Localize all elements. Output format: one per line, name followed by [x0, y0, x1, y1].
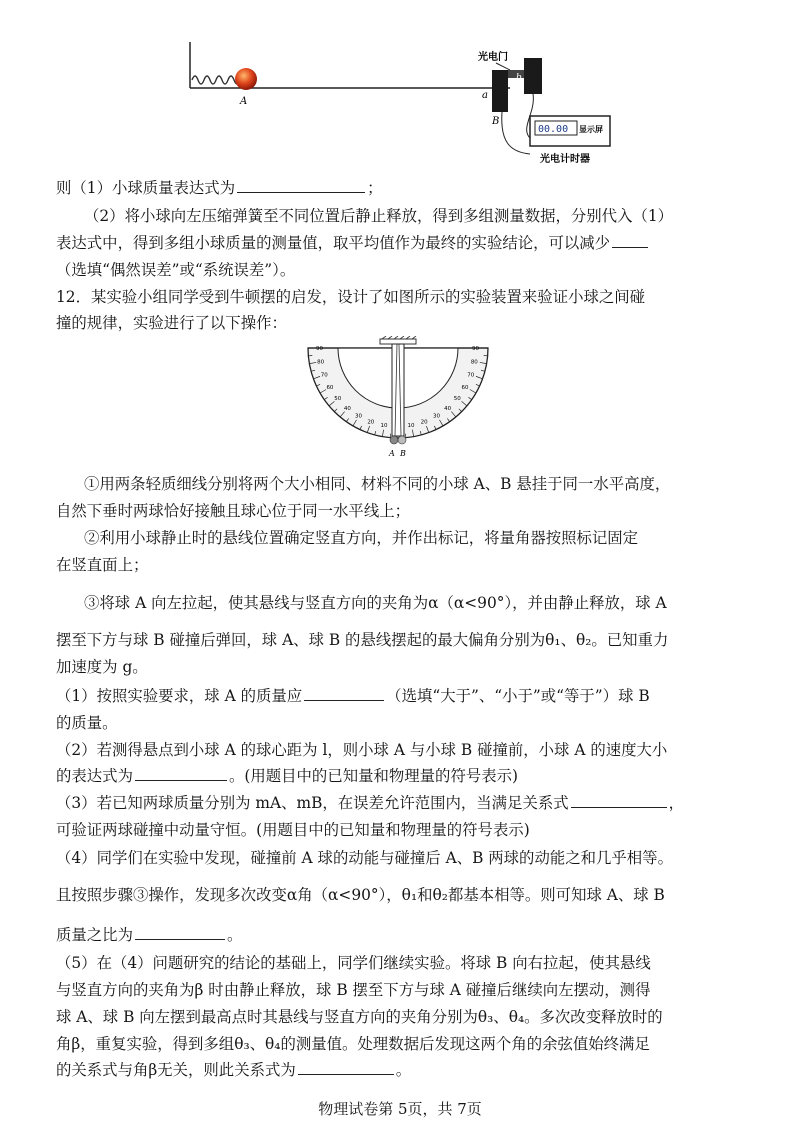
protractor-label: 40 — [444, 405, 452, 412]
ball-a — [235, 68, 257, 90]
step3-line-2: 摆至下方与球 B 碰撞后弹回，球 A、球 B 的悬线摆起的最大偏角分别为θ₁、θ₂。已知重力 — [56, 631, 669, 649]
protractor-label: 70 — [320, 372, 328, 379]
protractor-label: 20 — [367, 419, 375, 426]
protractor-label: 50 — [334, 396, 342, 403]
label-ball-a: A — [389, 449, 395, 458]
protractor-label: 60 — [461, 385, 469, 391]
step2-line-1: ②利用小球静止时的悬线位置确定竖直方向，并作出标记，将量角器按照标记固定 — [84, 529, 639, 547]
display-digits: 00.00 — [538, 124, 569, 135]
answer-blank[interactable] — [612, 233, 648, 248]
answer-blank[interactable] — [237, 178, 365, 193]
q12-line-2: 撞的规律，实验进行了以下操作： — [56, 314, 287, 332]
step1-line-2: 自然下垂时两球恰好接触且球心位于同一水平线上； — [56, 502, 410, 520]
figure-protractor-pendulum — [298, 336, 498, 461]
spring — [192, 76, 240, 84]
protractor-label: 30 — [433, 413, 440, 420]
step3-line-3: 加速度为 g。 — [56, 658, 148, 676]
q11-line-4: （选填“偶然误差”或“系统误差”）。 — [56, 261, 296, 279]
protractor-label: 90 — [472, 346, 479, 352]
step3-line-1: ③将球 A 向左拉起，使其悬线与竖直方向的夹角为α（α<90°），并由静止释放，球 A — [84, 594, 667, 612]
protractor-label: 40 — [343, 405, 351, 412]
ball-a — [390, 436, 398, 444]
protractor-label: 30 — [355, 413, 362, 420]
protractor-label: 90 — [316, 346, 323, 352]
label-b-small: b — [516, 73, 522, 83]
protractor-label: 20 — [420, 419, 428, 426]
q11-line-1: 则（1）小球质量表达式为 ； — [56, 179, 383, 197]
answer-blank[interactable] — [135, 766, 227, 781]
label-screen: 显示屏 — [579, 125, 603, 134]
label-timer: 光电计时器 — [540, 154, 590, 165]
answer-blank[interactable] — [298, 1060, 394, 1075]
label-a: a — [482, 90, 488, 101]
q11-line-3: 表达式中，得到多组小球质量的测量值，取平均值作为最终的实验结论，可以减少 — [56, 233, 650, 253]
sub4-line-1: （4）同学们在实验中发现，碰撞前 A 球的动能与碰撞后 A、B 两球的动能之和几乎相等。 — [56, 849, 673, 867]
sub5-line-4: 角β，重复实验，得到多组θ₃、θ₄的测量值。处理数据后发现这两个角的余弦值始终满足 — [56, 1035, 650, 1053]
sub3-line-1: （3）若已知两球质量分别为 mA、mB，在误差允许范围内，当满足关系式 ， — [56, 794, 685, 812]
protractor-label: 80 — [317, 359, 325, 366]
ball-b — [398, 436, 406, 444]
sub1-line-2: 的质量。 — [56, 714, 118, 732]
step1-line-1: ①用两条轻质细线分别将两个大小相同、材料不同的小球 A、B 悬挂于同一水平高度， — [84, 475, 671, 493]
protractor-label: 60 — [326, 385, 334, 391]
protractor-label: 10 — [407, 422, 415, 429]
sub1-line-1: （1）按照实验要求，球 A 的质量应 （选填“大于”、“小于”或“等于”）球 B — [56, 687, 650, 705]
answer-blank[interactable] — [135, 925, 225, 940]
q11-line-2: （2）将小球向左压缩弹簧至不同位置后静止释放，得到多组测量数据，分别代入（1） — [84, 207, 674, 225]
step2-line-2: 在竖直面上； — [56, 556, 149, 574]
protractor-label: 80 — [470, 359, 478, 366]
sub5-line-2: 与竖直方向的夹角为β 时由静止释放，球 B 摆至下方与球 A 碰撞后继续向左摆动，测得 — [56, 981, 651, 999]
sub4-line-2: 且按照步骤③操作，发现多次改变α角（α<90°），θ₁和θ₂都基本相等。则可知球 A、球 B — [56, 886, 665, 904]
label-B: B — [492, 116, 500, 127]
sub2-line-1: （2）若测得悬点到小球 A 的球心距为 l，则小球 A 与小球 B 碰撞前，小球 A 的速度大小 — [56, 741, 668, 759]
sub5-line-3: 球 A、球 B 向左摆到最高点时其悬线与竖直方向的夹角分别为θ₃、θ₄。多次改变释放时的 — [56, 1008, 663, 1026]
label-photogate: 光电门 — [478, 52, 508, 63]
sub5-line-1: （5）在（4）问题研究的结论的基础上，同学们继续实验。将球 B 向右拉起，使其悬线 — [56, 954, 651, 972]
protractor-label: 50 — [453, 396, 461, 403]
protractor-label: 70 — [467, 372, 475, 379]
sub5-line-5: 的关系式与角β无关，则此关系式为 。 — [56, 1061, 412, 1079]
protractor-label: 10 — [380, 422, 388, 429]
q12-line-1: 12．某实验小组同学受到牛顿摆的启发，设计了如图所示的实验装置来验证小球之间碰 — [56, 288, 646, 306]
answer-blank[interactable] — [304, 686, 384, 701]
sub2-line-2: 的表达式为 。(用题目中的已知量和物理量的符号表示) — [56, 767, 519, 785]
label-ball-b: B — [400, 449, 406, 458]
label-ball-a: A — [240, 96, 248, 107]
sub3-line-2: 可验证两球碰撞中动量守恒。(用题目中的已知量和物理量的符号表示) — [56, 821, 530, 839]
answer-blank[interactable] — [571, 793, 667, 808]
page-footer: 物理试卷第 5页，共 7页 — [318, 1100, 482, 1118]
figure-spring-photogate — [180, 32, 620, 172]
sub4-line-3: 质量之比为 。 — [56, 926, 243, 944]
